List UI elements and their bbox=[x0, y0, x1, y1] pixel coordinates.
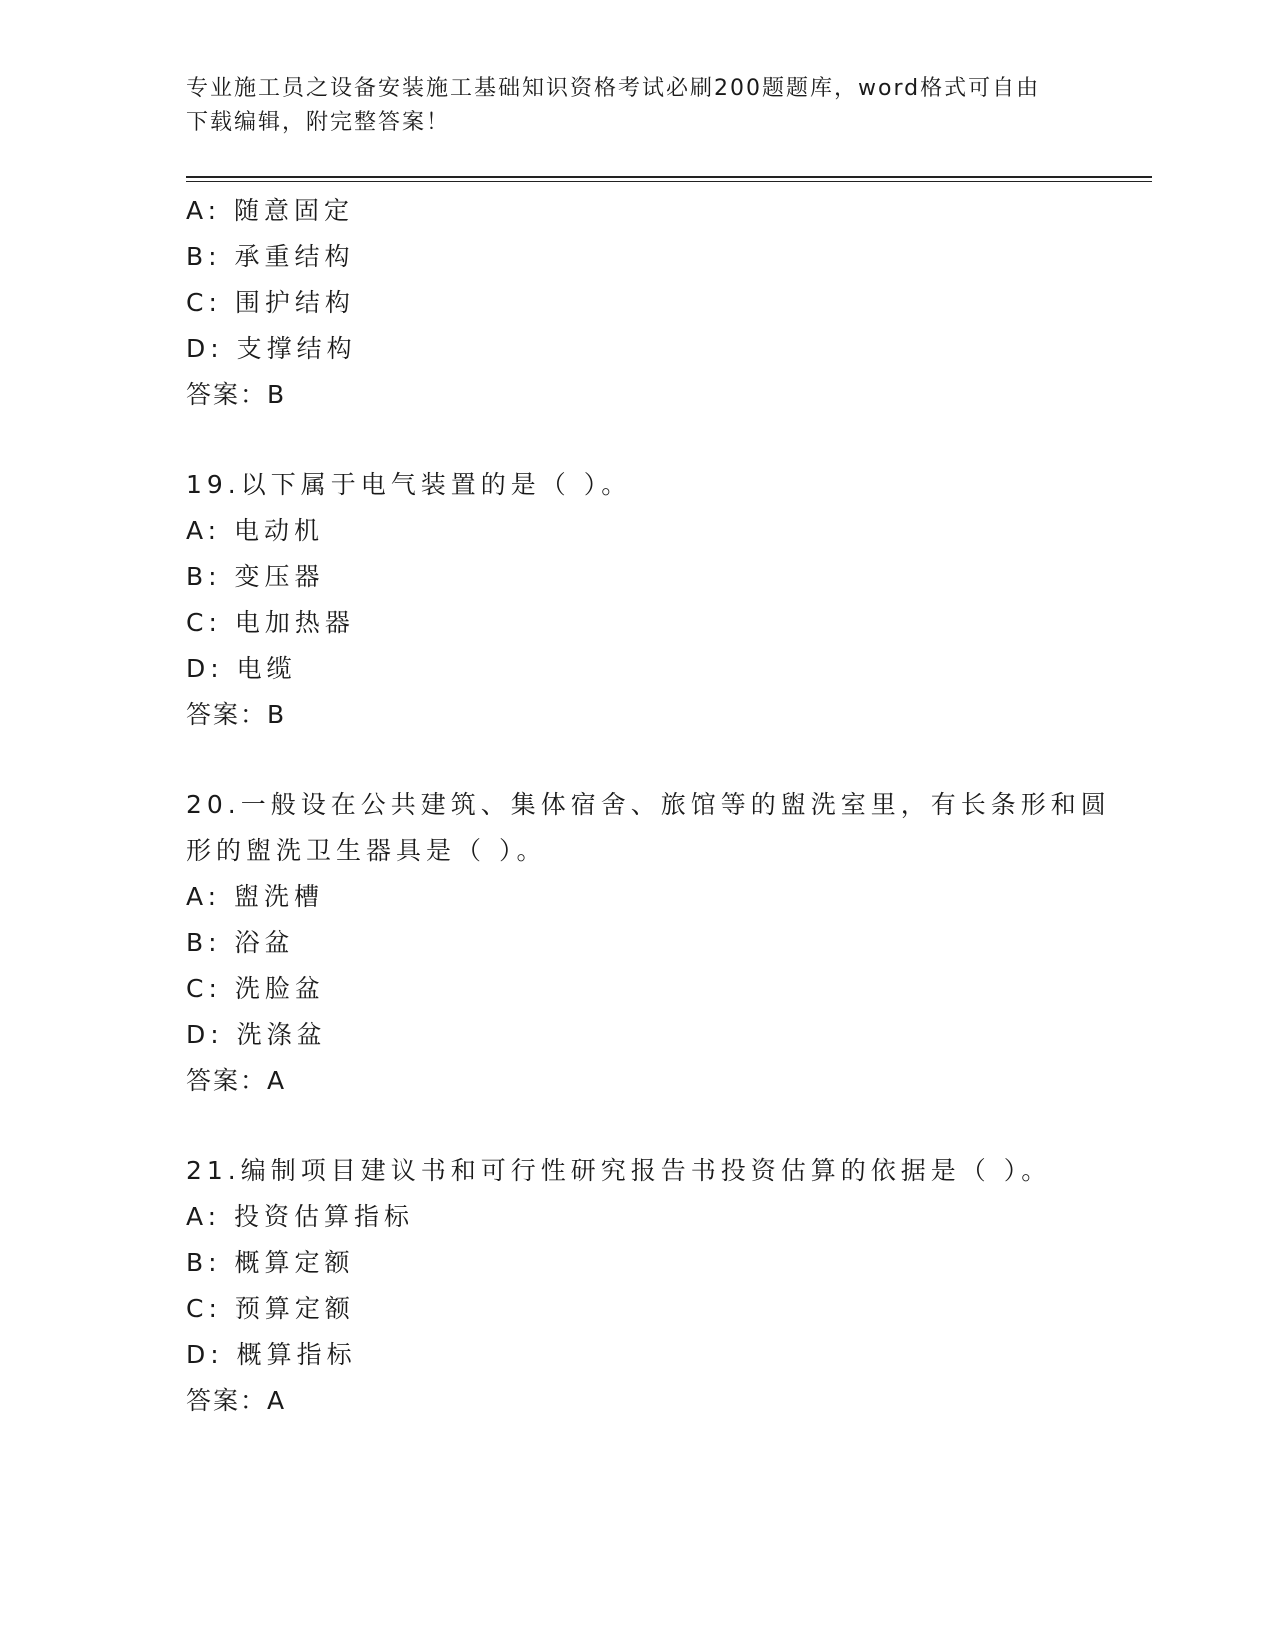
option-a: A: 随意固定 bbox=[186, 196, 355, 225]
header-title-line-1: 专业施工员之设备安装施工基础知识资格考试必刷200题题库，word格式可自由 bbox=[186, 76, 1041, 101]
question-list bbox=[186, 188, 1111, 1424]
question-text-line-1: 20.一般设在公共建筑、集体宿舍、旅馆等的盥洗室里，有长条形和圆 bbox=[186, 790, 1111, 819]
option-c: C: 预算定额 bbox=[186, 1294, 355, 1323]
question-18 bbox=[186, 188, 1086, 418]
option-d: D: 支撑结构 bbox=[186, 334, 357, 363]
question-text-line-2: 形的盥洗卫生器具是（ ）。 bbox=[186, 836, 547, 865]
question-19 bbox=[186, 462, 1086, 738]
option-a: A: 投资估算指标 bbox=[186, 1202, 415, 1231]
option-c: C: 围护结构 bbox=[186, 288, 355, 317]
option-b: B: 浴盆 bbox=[186, 928, 295, 957]
answer: 答案：B bbox=[186, 380, 287, 409]
header-divider-thin bbox=[186, 181, 1152, 182]
option-b: B: 承重结构 bbox=[186, 242, 355, 271]
option-b: B: 变压器 bbox=[186, 562, 325, 591]
question-21 bbox=[186, 1148, 1086, 1424]
question-text: 19.以下属于电气装置的是（ ）。 bbox=[186, 470, 632, 499]
option-c: C: 洗脸盆 bbox=[186, 974, 325, 1003]
option-d: D: 概算指标 bbox=[186, 1340, 357, 1369]
question-text: 21.编制项目建议书和可行性研究报告书投资估算的依据是（ ）。 bbox=[186, 1156, 1052, 1185]
question-20 bbox=[186, 782, 1111, 1104]
option-a: A: 电动机 bbox=[186, 516, 325, 545]
answer: 答案：B bbox=[186, 700, 287, 729]
header-title-line-2: 下载编辑，附完整答案！ bbox=[186, 110, 451, 135]
option-c: C: 电加热器 bbox=[186, 608, 355, 637]
document-header bbox=[186, 72, 1066, 140]
option-d: D: 电缆 bbox=[186, 654, 297, 683]
option-d: D: 洗涤盆 bbox=[186, 1020, 327, 1049]
option-a: A: 盥洗槽 bbox=[186, 882, 325, 911]
answer: 答案：A bbox=[186, 1386, 287, 1415]
header-divider-thick bbox=[186, 176, 1152, 178]
answer: 答案：A bbox=[186, 1066, 287, 1095]
option-b: B: 概算定额 bbox=[186, 1248, 355, 1277]
